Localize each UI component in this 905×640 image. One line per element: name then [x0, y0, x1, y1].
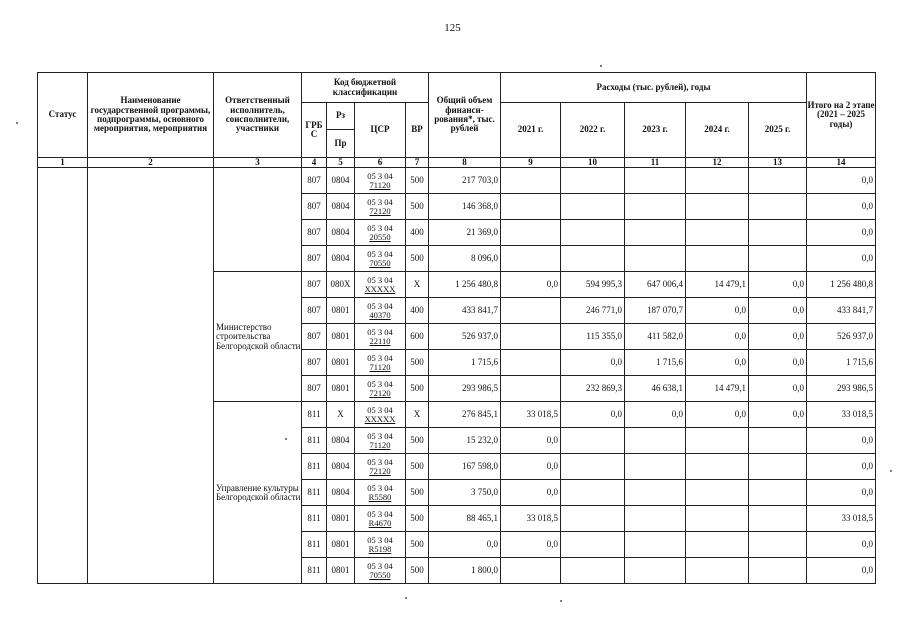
scan-speck	[890, 470, 892, 472]
vr-cell: X	[406, 402, 429, 428]
csr-code-line: 05 3 04	[367, 431, 393, 442]
csr-code-line: 05 3 04	[367, 483, 393, 494]
grbs-cell: 807	[302, 272, 327, 298]
csr-cell	[355, 454, 406, 480]
header-year-2023: 2023 г.	[625, 103, 686, 158]
rzpr-cell: 0804	[327, 194, 355, 220]
year-2022-cell	[561, 558, 625, 584]
csr-code-line: 05 3 04	[367, 509, 393, 520]
table-row	[38, 168, 876, 194]
rzpr-cell: 0804	[327, 168, 355, 194]
itogo-cell: 1 715,6	[807, 350, 876, 376]
csr-code-line: 05 3 04	[367, 275, 393, 286]
scan-speck	[560, 600, 562, 602]
vr-cell: 500	[406, 350, 429, 376]
grbs-cell: 811	[302, 480, 327, 506]
year-2025-cell: 0,0	[749, 376, 807, 402]
csr-code-line: 40370	[369, 309, 391, 320]
csr-code-line: 70550	[369, 257, 391, 268]
year-2022-cell: 246 771,0	[561, 298, 625, 324]
rzpr-cell: 0804	[327, 246, 355, 272]
year-2024-cell	[686, 194, 749, 220]
csr-cell	[355, 246, 406, 272]
csr-code-line: 05 3 04	[367, 561, 393, 572]
csr-code-line: 05 3 04	[367, 457, 393, 468]
csr-cell	[355, 376, 406, 402]
year-2023-cell	[625, 454, 686, 480]
csr-code-line: 71120	[369, 361, 391, 372]
total-cell: 293 986,5	[429, 376, 501, 402]
year-2021-cell: 0,0	[501, 428, 561, 454]
name-cell	[88, 168, 214, 584]
year-2025-cell: 0,0	[749, 402, 807, 428]
column-number: 5	[327, 158, 355, 168]
year-2025-cell	[749, 246, 807, 272]
total-cell: 15 232,0	[429, 428, 501, 454]
year-2023-cell	[625, 220, 686, 246]
table-body	[38, 168, 876, 584]
executor-cell-culture: Управление культуры Белгородской области	[214, 402, 302, 584]
total-cell: 433 841,7	[429, 298, 501, 324]
grbs-cell: 811	[302, 558, 327, 584]
total-cell: 1 715,6	[429, 350, 501, 376]
column-number: 7	[406, 158, 429, 168]
grbs-cell: 807	[302, 298, 327, 324]
rzpr-cell: 0804	[327, 480, 355, 506]
header-status: Статус	[38, 73, 88, 158]
itogo-cell: 33 018,5	[807, 506, 876, 532]
rzpr-cell: 0801	[327, 506, 355, 532]
grbs-cell: 811	[302, 454, 327, 480]
csr-code-line: 70550	[369, 569, 391, 580]
csr-code-line: 71120	[369, 179, 391, 190]
year-2022-cell: 0,0	[561, 350, 625, 376]
total-cell: 146 368,0	[429, 194, 501, 220]
total-cell: 167 598,0	[429, 454, 501, 480]
itogo-cell: 0,0	[807, 558, 876, 584]
year-2025-cell	[749, 532, 807, 558]
year-2023-cell	[625, 532, 686, 558]
grbs-cell: 807	[302, 246, 327, 272]
itogo-cell: 0,0	[807, 454, 876, 480]
grbs-cell: 811	[302, 428, 327, 454]
total-cell: 526 937,0	[429, 324, 501, 350]
total-cell: 21 369,0	[429, 220, 501, 246]
year-2021-cell	[501, 324, 561, 350]
vr-cell: 500	[406, 506, 429, 532]
header-name: Наименование государственной программы, подпрограммы, основного мероприятия, мероприятия	[88, 73, 214, 158]
year-2021-cell: 0,0	[501, 480, 561, 506]
total-cell: 276 845,1	[429, 402, 501, 428]
total-cell: 88 465,1	[429, 506, 501, 532]
csr-code-line: 05 3 04	[367, 301, 393, 312]
itogo-cell: 0,0	[807, 480, 876, 506]
itogo-cell: 0,0	[807, 246, 876, 272]
year-2025-cell	[749, 558, 807, 584]
csr-code-line: 05 3 04	[367, 353, 393, 364]
scan-speck	[405, 597, 407, 599]
year-2021-cell	[501, 194, 561, 220]
year-2023-cell: 411 582,0	[625, 324, 686, 350]
column-number: 6	[355, 158, 406, 168]
year-2022-cell	[561, 506, 625, 532]
itogo-cell: 1 256 480,8	[807, 272, 876, 298]
itogo-cell: 0,0	[807, 532, 876, 558]
csr-code-line: 22110	[369, 335, 391, 346]
year-2023-cell	[625, 558, 686, 584]
year-2022-cell	[561, 428, 625, 454]
csr-cell	[355, 350, 406, 376]
column-number: 2	[88, 158, 214, 168]
column-number: 10	[561, 158, 625, 168]
vr-cell: 500	[406, 558, 429, 584]
year-2022-cell: 232 869,3	[561, 376, 625, 402]
csr-code-line: 05 3 04	[367, 249, 393, 260]
grbs-cell: 811	[302, 402, 327, 428]
year-2023-cell	[625, 246, 686, 272]
scan-speck	[16, 122, 18, 124]
year-2022-cell	[561, 532, 625, 558]
year-2024-cell: 0,0	[686, 402, 749, 428]
year-2025-cell: 0,0	[749, 324, 807, 350]
vr-cell: 500	[406, 428, 429, 454]
vr-cell: 500	[406, 454, 429, 480]
csr-cell	[355, 558, 406, 584]
year-2021-cell: 0,0	[501, 454, 561, 480]
status-cell	[38, 168, 88, 584]
year-2022-cell: 594 995,3	[561, 272, 625, 298]
csr-code-line: 72120	[369, 205, 391, 216]
year-2024-cell: 0,0	[686, 324, 749, 350]
column-number: 11	[625, 158, 686, 168]
csr-code-line: 20550	[369, 231, 391, 242]
csr-cell	[355, 194, 406, 220]
year-2025-cell: 0,0	[749, 272, 807, 298]
year-2021-cell	[501, 220, 561, 246]
year-2021-cell: 33 018,5	[501, 506, 561, 532]
column-number: 8	[429, 158, 501, 168]
year-2025-cell: 0,0	[749, 298, 807, 324]
rzpr-cell: 0801	[327, 350, 355, 376]
vr-cell: 500	[406, 168, 429, 194]
csr-cell	[355, 298, 406, 324]
rzpr-cell: 0801	[327, 558, 355, 584]
grbs-cell: 807	[302, 324, 327, 350]
column-number: 1	[38, 158, 88, 168]
itogo-cell: 526 937,0	[807, 324, 876, 350]
year-2021-cell	[501, 558, 561, 584]
year-2025-cell: 0,0	[749, 350, 807, 376]
csr-code-line: 72120	[369, 465, 391, 476]
header-year-2021: 2021 г.	[501, 103, 561, 158]
header-year-2022: 2022 г.	[561, 103, 625, 158]
year-2025-cell	[749, 454, 807, 480]
year-2025-cell	[749, 168, 807, 194]
year-2021-cell	[501, 246, 561, 272]
rzpr-cell: 0801	[327, 376, 355, 402]
year-2021-cell	[501, 168, 561, 194]
year-2024-cell: 0,0	[686, 350, 749, 376]
header-pr: Пр	[327, 130, 355, 158]
year-2024-cell	[686, 532, 749, 558]
year-2022-cell	[561, 480, 625, 506]
year-2024-cell	[686, 558, 749, 584]
total-cell: 217 703,0	[429, 168, 501, 194]
csr-code-line: 05 3 04	[367, 223, 393, 234]
year-2024-cell: 0,0	[686, 298, 749, 324]
grbs-cell: 807	[302, 220, 327, 246]
column-number: 12	[686, 158, 749, 168]
year-2025-cell	[749, 220, 807, 246]
header-year-2024: 2024 г.	[686, 103, 749, 158]
year-2024-cell	[686, 246, 749, 272]
header-total-volume: Общий объем финанси-рования*, тыс. рублей	[429, 73, 501, 158]
year-2024-cell: 14 479,1	[686, 272, 749, 298]
year-2021-cell: 33 018,5	[501, 402, 561, 428]
year-2022-cell	[561, 194, 625, 220]
vr-cell: 500	[406, 532, 429, 558]
vr-cell: 600	[406, 324, 429, 350]
itogo-cell: 0,0	[807, 428, 876, 454]
column-number: 13	[749, 158, 807, 168]
grbs-cell: 811	[302, 506, 327, 532]
year-2023-cell	[625, 168, 686, 194]
year-2022-cell: 115 355,0	[561, 324, 625, 350]
csr-code-line: 05 3 04	[367, 379, 393, 390]
header-code-group: Код бюджетной классификации	[302, 73, 429, 103]
rzpr-cell: 080X	[327, 272, 355, 298]
csr-code-line: 72120	[369, 387, 391, 398]
column-number: 14	[807, 158, 876, 168]
year-2022-cell: 0,0	[561, 402, 625, 428]
year-2023-cell	[625, 194, 686, 220]
itogo-cell: 33 018,5	[807, 402, 876, 428]
total-cell: 3 750,0	[429, 480, 501, 506]
rzpr-cell: 0801	[327, 532, 355, 558]
total-cell: 1 800,0	[429, 558, 501, 584]
year-2025-cell	[749, 506, 807, 532]
column-number-row	[38, 158, 876, 168]
itogo-cell: 0,0	[807, 168, 876, 194]
rzpr-cell: 0804	[327, 220, 355, 246]
rzpr-cell: 0801	[327, 298, 355, 324]
grbs-cell: 807	[302, 194, 327, 220]
csr-cell	[355, 272, 406, 298]
year-2022-cell	[561, 246, 625, 272]
grbs-cell: 811	[302, 532, 327, 558]
column-number: 3	[214, 158, 302, 168]
scan-speck	[285, 438, 287, 440]
year-2021-cell	[501, 350, 561, 376]
vr-cell: 500	[406, 246, 429, 272]
scan-speck	[600, 65, 602, 67]
year-2022-cell	[561, 454, 625, 480]
header-grbs: ГРБ С	[302, 103, 327, 158]
total-cell: 1 256 480,8	[429, 272, 501, 298]
page-number: 125	[444, 22, 461, 34]
year-2025-cell	[749, 194, 807, 220]
year-2021-cell	[501, 298, 561, 324]
csr-code-line: XXXXX	[364, 283, 396, 294]
csr-cell	[355, 532, 406, 558]
executor-cell-ministry: Министерство строительства Белгородской области	[214, 272, 302, 402]
header-itogo: Итого на 2 этапе (2021 – 2025 годы)	[807, 73, 876, 158]
itogo-cell: 0,0	[807, 220, 876, 246]
total-cell: 0,0	[429, 532, 501, 558]
vr-cell: 500	[406, 480, 429, 506]
executor-cell-blank	[214, 168, 302, 272]
csr-code-line: R5580	[368, 491, 392, 502]
csr-cell	[355, 324, 406, 350]
year-2024-cell	[686, 480, 749, 506]
grbs-cell: 807	[302, 350, 327, 376]
year-2023-cell: 647 006,4	[625, 272, 686, 298]
total-cell: 8 096,0	[429, 246, 501, 272]
csr-code-line: 05 3 04	[367, 171, 393, 182]
year-2021-cell: 0,0	[501, 272, 561, 298]
csr-cell	[355, 402, 406, 428]
header-vr: ВР	[406, 103, 429, 158]
year-2025-cell	[749, 428, 807, 454]
year-2023-cell	[625, 428, 686, 454]
year-2024-cell	[686, 454, 749, 480]
year-2025-cell	[749, 480, 807, 506]
year-2023-cell: 187 070,7	[625, 298, 686, 324]
budget-table	[37, 72, 876, 584]
year-2024-cell	[686, 506, 749, 532]
csr-code-line: 05 3 04	[367, 197, 393, 208]
vr-cell: 500	[406, 376, 429, 402]
vr-cell: X	[406, 272, 429, 298]
csr-code-line: 05 3 04	[367, 535, 393, 546]
csr-cell	[355, 168, 406, 194]
csr-code-line: 05 3 04	[367, 405, 393, 416]
csr-code-line: 05 3 04	[367, 327, 393, 338]
csr-cell	[355, 220, 406, 246]
column-number: 4	[302, 158, 327, 168]
csr-code-line: XXXXX	[364, 413, 396, 424]
csr-cell	[355, 428, 406, 454]
rzpr-cell: 0804	[327, 454, 355, 480]
vr-cell: 400	[406, 298, 429, 324]
itogo-cell: 433 841,7	[807, 298, 876, 324]
header-year-2025: 2025 г.	[749, 103, 807, 158]
vr-cell: 400	[406, 220, 429, 246]
csr-cell	[355, 480, 406, 506]
year-2021-cell	[501, 376, 561, 402]
rzpr-cell: 0801	[327, 324, 355, 350]
year-2022-cell	[561, 168, 625, 194]
year-2024-cell	[686, 428, 749, 454]
rzpr-cell: X	[327, 402, 355, 428]
column-number: 9	[501, 158, 561, 168]
year-2021-cell: 0,0	[501, 532, 561, 558]
year-2024-cell: 14 479,1	[686, 376, 749, 402]
csr-cell	[355, 506, 406, 532]
year-2024-cell	[686, 168, 749, 194]
year-2023-cell: 0,0	[625, 402, 686, 428]
year-2023-cell: 1 715,6	[625, 350, 686, 376]
csr-code-line: R4670	[368, 517, 392, 528]
rzpr-cell: 0804	[327, 428, 355, 454]
grbs-cell: 807	[302, 376, 327, 402]
header-executor: Ответственный исполнитель, соисполнители, участники	[214, 73, 302, 158]
grbs-cell: 807	[302, 168, 327, 194]
year-2024-cell	[686, 220, 749, 246]
vr-cell: 500	[406, 194, 429, 220]
itogo-cell: 0,0	[807, 194, 876, 220]
year-2023-cell	[625, 506, 686, 532]
csr-code-line: 71120	[369, 439, 391, 450]
header-csr: ЦСР	[355, 103, 406, 158]
itogo-cell: 293 986,5	[807, 376, 876, 402]
csr-code-line: R5198	[368, 543, 392, 554]
year-2023-cell	[625, 480, 686, 506]
header-rz: Рз	[327, 103, 355, 130]
year-2022-cell	[561, 220, 625, 246]
header-expenses-group: Расходы (тыс. рублей), годы	[501, 73, 807, 103]
year-2023-cell: 46 638,1	[625, 376, 686, 402]
